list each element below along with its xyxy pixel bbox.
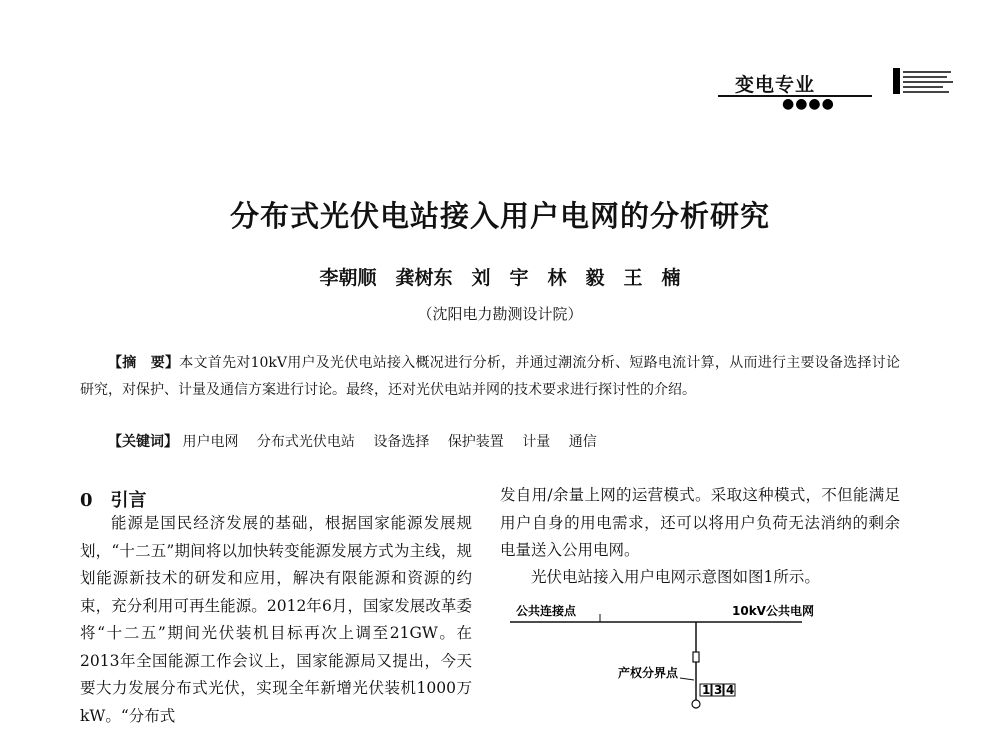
intro-paragraph: 能源是国民经济发展的基础，根据国家能源发展规划，“十二五”期间将以加快转变能源发展方式为主线，规划能源新技术的研发和应用，解决有限能源和资源的约束，充分利用可再生能源。2012年6月，国家发展改革委将“十二五”期间光伏装机目标再次上调至21GW。在2013年全国能源工作会议上，国家能源局又提出，今天要大力发展分布式光伏，实现全年新增光伏装机1000万kW。“分布式 — [80, 514, 472, 725]
breaker-symbol — [692, 700, 700, 708]
abstract-text: 本文首先对10kV用户及光伏电站接入概况进行分析，并通过潮流分析、短路电流计算，从而进行主要设备选择讨论研究，对保护、计量及通信方案进行讨论。最终，还对光伏电站并网的技术要求进行探讨性的介绍。 — [80, 355, 901, 398]
meter-box-1-label: 1 — [702, 683, 711, 697]
section-title: 引言 — [110, 490, 147, 511]
label-ownership-boundary: 产权分界点 — [618, 666, 679, 680]
keyword-item: 用户电网 — [182, 434, 239, 450]
keyword-item: 计量 — [522, 434, 551, 450]
column-label: 变电专业 — [735, 74, 816, 96]
keyword-item: 设备选择 — [373, 434, 430, 450]
switch-symbol — [693, 652, 699, 662]
keywords-label: 【关键词】 — [108, 434, 178, 450]
column-subtitle: ●●●● — [782, 96, 835, 112]
authors: 李朝顺 龚树东 刘 宇 林 毅 王 楠 — [319, 267, 681, 289]
grid-connection-diagram — [500, 600, 920, 716]
keyword-item: 通信 — [568, 434, 597, 450]
boundary-arrow — [680, 678, 694, 680]
label-public-connection-point: 公共连接点 — [516, 604, 577, 618]
paper-title: 分布式光伏电站接入用户电网的分析研究 — [229, 199, 770, 233]
abstract-label: 【摘 要】 — [108, 355, 180, 371]
keywords — [108, 432, 908, 452]
affiliation: （沈阳电力勘测设计院） — [417, 305, 583, 323]
header-decoration — [893, 68, 953, 94]
abstract — [80, 350, 900, 404]
keyword-item: 分布式光伏电站 — [256, 434, 355, 450]
meter-box-3-label: 3 — [714, 683, 723, 697]
meter-box-4-label: 4 — [726, 683, 735, 697]
keyword-item: 保护装置 — [447, 434, 504, 450]
section-number: 0 — [80, 490, 93, 511]
right-paragraph-1: 发自用/余量上网的运营模式。采取这种模式，不但能满足用户自身的用电需求，还可以将用户负荷无法消纳的剩余电量送入公用电网。 — [500, 486, 900, 559]
right-paragraph-2: 光伏电站接入用户电网示意图如图1所示。 — [531, 568, 820, 586]
section-heading — [80, 486, 147, 512]
label-public-grid: 10kV公共电网 — [732, 604, 814, 618]
